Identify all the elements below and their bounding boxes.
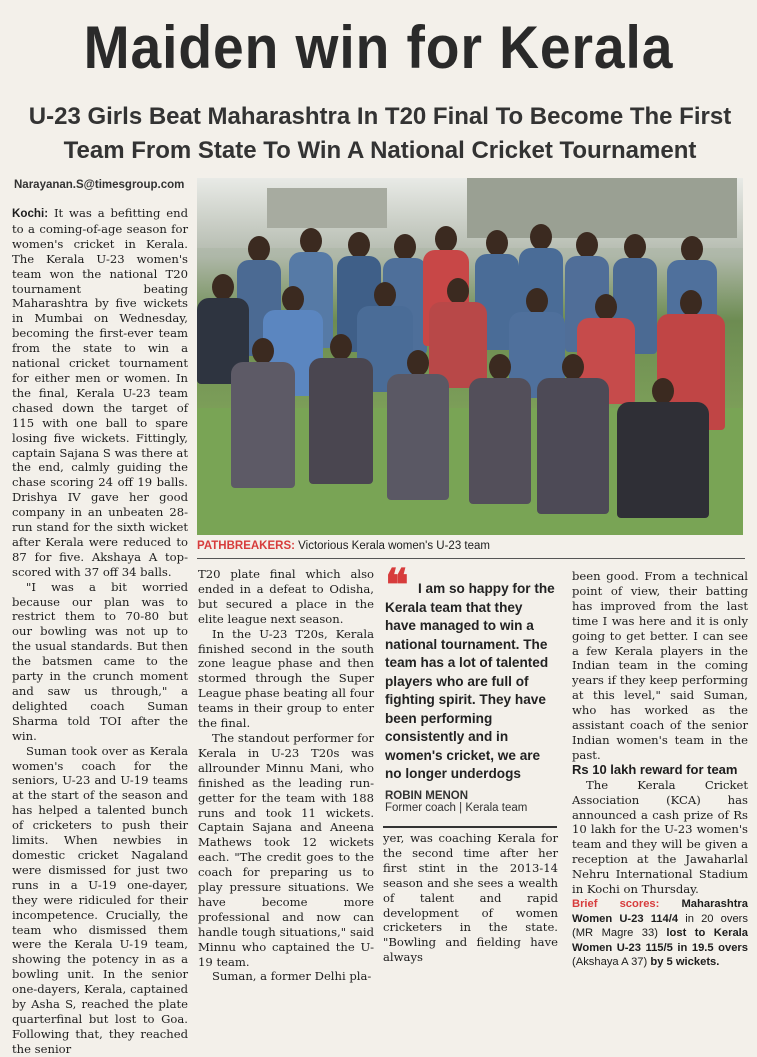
quote-mark-icon: ❝ — [385, 560, 409, 611]
article-paragraph: The standout performer for Kerala in U-23 T20s was allrounder Minnu Mani, who finished as the leading run-getter for the team with 188 runs and took 11 wickets. Captain Sajana and Aneena Mathews took 12 wickets each. "The credit goes to the coach for preparing us to play pressure situations. We have become more professional and now can handle tough situations," said Minnu who captained the U-19 team. — [198, 730, 374, 969]
photo-building — [267, 188, 387, 228]
article-paragraph — [12, 206, 188, 580]
photo-caption — [197, 540, 757, 552]
quote-text: I am so happy for the Kerala team that they have managed to win a national tournament. The team has a lot of talented players who are full of fighting spirit. They have been performing consistently and in women's cricket, we are no longer underdogs — [385, 581, 555, 781]
article-paragraph: In the U-23 T20s, Kerala finished second in the south zone league phase and then stormed through the Super League phase beating all four teams in their group to enter the final. — [198, 626, 374, 731]
player — [469, 354, 531, 504]
paragraph-text: It was a befitting end to a coming-of-age season for women's cricket in Kerala. The Kerala U-23 women's team won the national T20 tournament beating Maharashtra by five wickets in Mumbai on Wednesday, becoming the first-ever team from the state to win a national cricket tournament for either men or women. In the final, Kerala U-23 team chased down the target of 115 with one ball to spare losing five wickets. Fittingly, captain Sajana S was there at the end, calmly guiding the chase scoring 24 off 19 balls. Drishya IV gave her good company in an unbeaten 28-run stand for the sixth wicket after Kerala were reduced to 87 for five. Akshaya A top-scored with 37 off 34 balls. — [12, 206, 189, 579]
article-paragraph: T20 plate final which also ended in a defeat to Odisha, but secured a place in the elite league next season. — [198, 567, 374, 626]
quote-rule — [383, 826, 557, 828]
article-column-1 — [12, 206, 188, 1057]
article-column-4 — [572, 569, 748, 970]
brief-scores — [572, 897, 748, 970]
brief-scores-text: (Akshaya A 37) — [572, 956, 648, 969]
caption-tag: PATHBREAKERS: — [197, 540, 295, 552]
headline: Maiden win for Kerala — [83, 14, 674, 81]
article-paragraph: yer, was coaching Kerala for the second time after her first stint in the 2013-14 season and she sees a wealth of talent and rapid development of women cricketers in the state. "Bowling and fielding have always — [383, 831, 558, 965]
caption-rule — [197, 558, 745, 559]
article-paragraph: Suman, a former Delhi pla- — [212, 969, 372, 984]
brief-scores-label: Brief scores: — [572, 897, 660, 910]
article-paragraph: been good. From a technical point of view, their batting has improved from the last time I was here and it is only going to get better. I can see a few Kerala players in the Indian team in the coming years if they keep performing at this level," said Suman, who has worked as the assistant coach of the senior Indian women's team in the past. — [572, 569, 748, 762]
subheadline: U-23 Girls Beat Maharashtra In T20 Final To Become The First Team From State To Win A National Cricket Tournament — [28, 103, 732, 164]
quote-author: ROBIN MENON — [385, 789, 469, 802]
reward-subhead: Rs 10 lakh reward for team — [572, 761, 738, 777]
brief-scores-text: by 5 wickets. — [650, 956, 720, 969]
team-photo — [197, 178, 743, 535]
caption-text: Victorious Kerala women's U-23 team — [298, 540, 490, 552]
player — [387, 350, 449, 500]
player — [309, 334, 373, 484]
byline: Narayanan.S@timesgroup.com — [14, 179, 185, 191]
article-paragraph: The Kerala Cricket Association (KCA) has announced a cash prize of Rs 10 lakh for the U-23 women's team and they will be given a reception at the Jawaharlal Nehru International Stadium in Kochi on Thursday. — [572, 777, 748, 897]
player — [231, 338, 295, 488]
player — [617, 378, 709, 518]
article-paragraph: "I was a bit worried because our plan was to restrict them to 70-80 but our bowling was not up to the usual standards. But then the batsmen came to the party in the crunch moment and saw us through," a delighted coach Suman Sharma told TOI after the win. — [12, 579, 188, 743]
brief-scores-text: Maharashtra Women U-23 114/4 — [572, 897, 748, 925]
pull-quote — [385, 560, 557, 814]
article-column-2 — [198, 567, 374, 984]
player — [537, 354, 609, 514]
brief-scores-text: in 20 overs (MR Magre 33) — [572, 912, 749, 940]
brief-scores-text: lost to Kerala Women U-23 115/5 in 19.5 overs — [572, 927, 748, 954]
photo-building — [467, 178, 737, 238]
article-paragraph: Suman took over as Kerala women's coach for the seniors, U-23 and U-19 teams at the start of the season and has helped a talented bunch of cricketers to push their limits. When newbies in domestic cricket Nagaland were dismissed for just two runs in a U-19 one-dayer, they were ridiculed for their incompetence. Crucially, the team who dismissed them were the Kerala U-19 team, showing the potency in as a bowling unit. In the senior one-dayers, Kerala, captained by Asha S, reached the plate quarterfinal but lost to Goa. Following that, they reached the senior — [12, 743, 188, 1056]
article-column-3 — [383, 831, 558, 965]
dateline: Kochi: — [12, 207, 49, 220]
quote-author-role: Former coach | Kerala team — [385, 801, 528, 814]
